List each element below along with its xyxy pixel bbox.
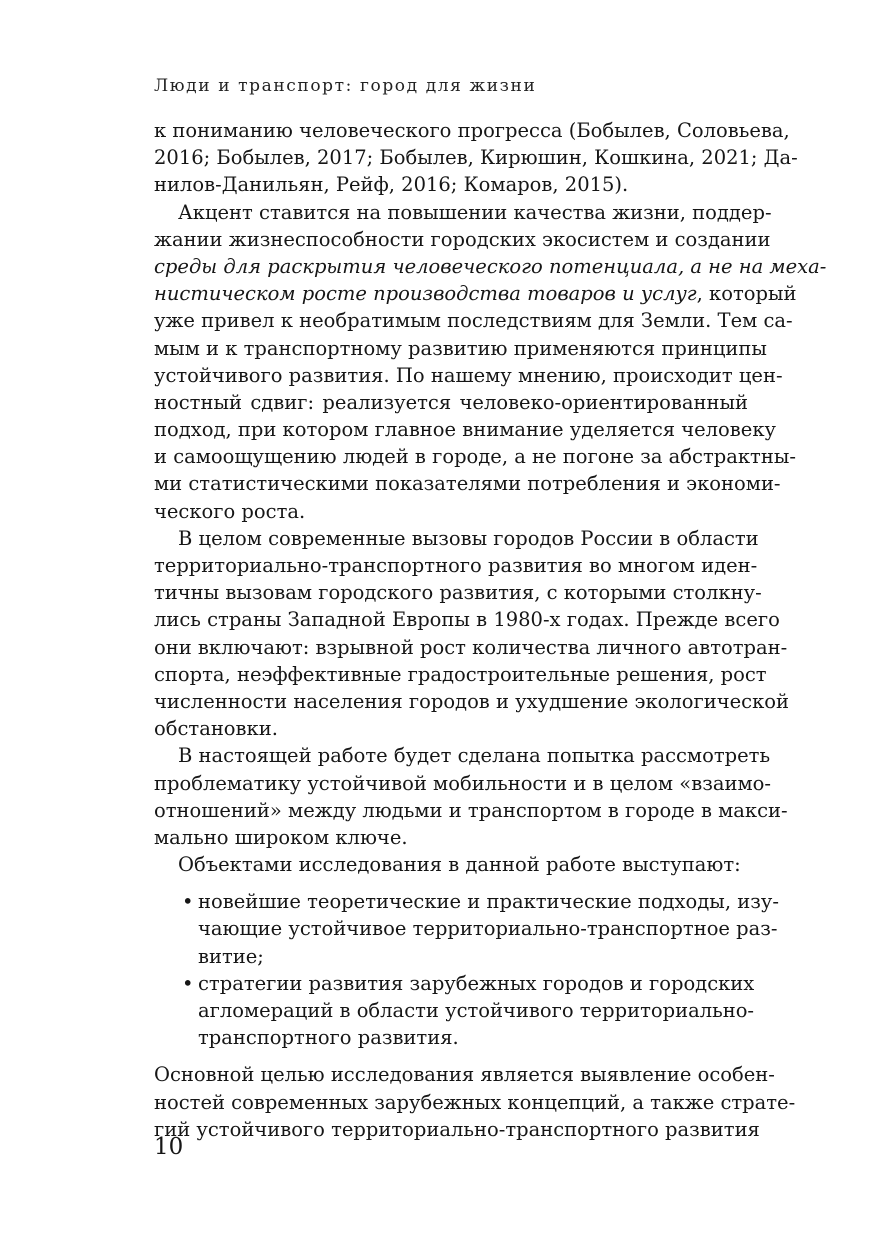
text-line: они включают: взрывной рост количества личного автотран- [154,635,788,659]
text-line: ностей современных зарубежных концепций, а также страте- [154,1090,796,1114]
paragraph-continuation [154,117,798,199]
text-line: спорта, неэффективные градостроительные решения, рост [154,662,767,686]
paragraph-main-goal [154,1061,796,1143]
bullet-item [154,888,779,970]
text-line: уже привел к необратимым последствиям для Земли. Тем са- [154,309,793,333]
text-line: обстановки. [154,717,278,741]
text-line: подход, при котором главное внимание уделяется человеку [154,418,776,442]
regular-text: , который [696,282,797,306]
body-text [154,117,827,1143]
text-line: отношений» между людьми и транспортом в городе в макси- [154,798,788,822]
page-number: 10 [154,1134,184,1160]
text-line: Объектами исследования в данной работе выступают: [178,853,741,877]
text-line: ми статистическими показателями потребления и экономи- [154,472,781,496]
text-line: В целом современные вызовы городов России в области [178,526,759,550]
spacer [154,1051,748,1061]
text-line: жании жизнеспособности городских экосистем и создании [154,227,771,251]
text-line: лись страны Западной Европы в 1980-х годах. Прежде всего [154,608,780,632]
text-line: гий устойчивого территориально-транспортного развития [154,1117,760,1141]
italic-text: среды для раскрытия человеческого потенциала, а не на меха- [154,254,827,278]
text-line: В настоящей работе будет сделана попытка рассмотреть [178,744,771,768]
text-line: витие; [198,944,264,968]
text-line: ческого роста. [154,499,306,523]
paragraph-this-work [154,742,788,851]
text-line: 2016; Бобылев, 2017; Бобылев, Кирюшин, Кошкина, 2021; Да- [154,146,798,170]
text-line: Акцент ставится на повышении качества жизни, поддер- [178,200,772,224]
text-line: территориально-транспортного развития во многом иден- [154,554,758,577]
text-line: транспортного развития. [198,1026,459,1050]
spacer [154,878,748,888]
italic-text: нистическом росте производства товаров и услуг [154,282,697,306]
bullet-item [154,970,755,1052]
bullet-icon: • [182,971,194,995]
paragraph-russian-cities [154,525,789,743]
bullet-list [154,888,779,1051]
paragraph-quality-of-life [154,199,827,525]
text-line: • стратегии развития зарубежных городов и городских [154,970,748,997]
text-line: тичны вызовам городского развития, с которыми столкну- [154,581,762,605]
text-line: мально широком ключе. [154,825,408,849]
text-line: Основной целью исследования является выявление особен- [154,1063,775,1087]
text-line: и самоощущению людей в городе, а не погоне за абстрактны- [154,445,796,469]
text-line: агломераций в области устойчивого территориально- [198,999,755,1022]
text-line: мым и к транспортному развитию применяются принципы [154,336,767,360]
text-line: • новейшие теоретические и практические подходы, изу- [154,888,748,915]
text-line: численности населения городов и ухудшение экологической [154,689,789,713]
text-line: устойчивого развития. По нашему мнению, происходит цен- [154,363,783,387]
text-line: чающие устойчивое территориально-транспортное раз- [198,917,778,941]
bullet-icon: • [182,890,194,914]
text-line-mixed [154,280,797,307]
paragraph-objects [154,851,748,878]
text-line: ностный сдвиг: реализуется человеко-ориентированный [154,390,748,414]
text-line: нилов-Данильян, Рейф, 2016; Комаров, 2015). [154,173,629,197]
text-line: проблематику устойчивой мобильности и в целом «взаимо- [154,771,771,795]
running-title: Люди и транспорт: город для жизни [154,76,537,96]
text-line: к пониманию человеческого прогресса (Бобылев, Соловьева, [154,119,790,142]
text-line-italic [154,253,827,280]
